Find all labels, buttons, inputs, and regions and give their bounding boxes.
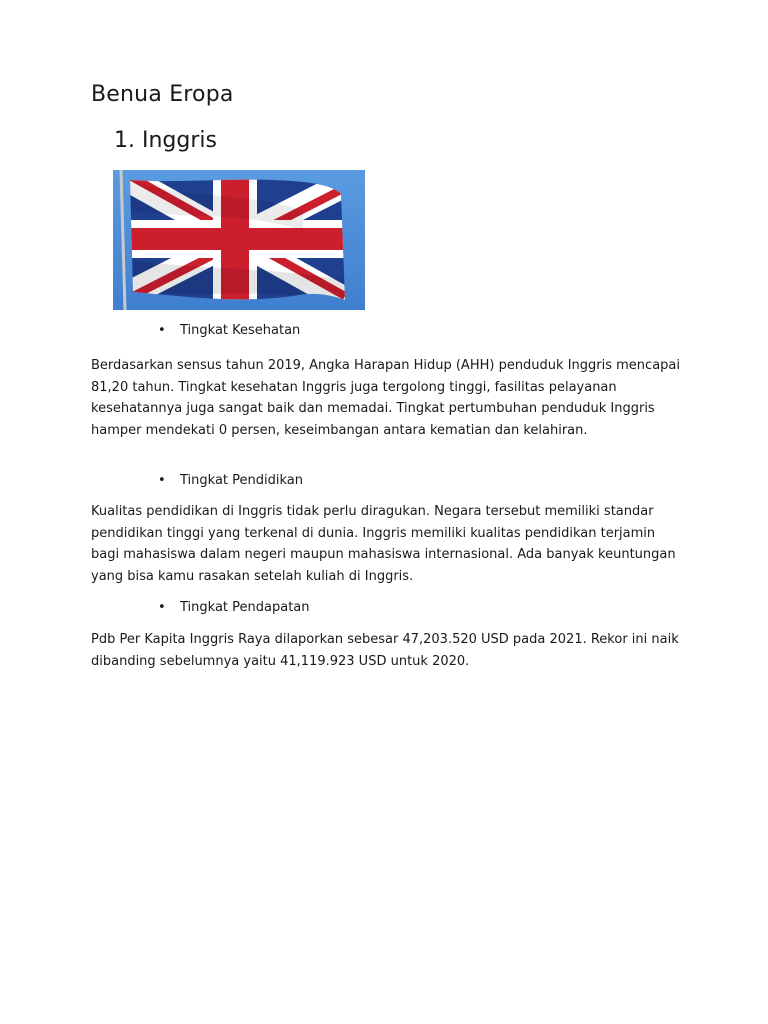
bullet-dot: • — [158, 600, 166, 615]
bullet-label: Tingkat Pendapatan — [180, 600, 310, 615]
union-jack-flag-image — [113, 170, 365, 310]
paragraph-pendidikan: Kualitas pendidikan di Inggris tidak perlu diragukan. Negara tersebut memiliki standar pendidikan tinggi yang terkenal di dunia. Inggris memiliki kualitas pendidikan terjamin bagi mahasiswa dalam negeri maupun mahasiswa internasional. Ada banyak keuntungan yang bisa kamu rasakan setelah kuliah di Inggris. — [91, 504, 676, 584]
bullet-item-pendidikan — [158, 473, 303, 488]
bullet-dot: • — [158, 473, 166, 488]
bullet-item-pendapatan — [158, 600, 310, 615]
bullet-label: Tingkat Pendidikan — [180, 473, 303, 488]
paragraph-pendapatan: Pdb Per Kapita Inggris Raya dilaporkan sebesar 47,203.520 USD pada 2021. Rekor ini naik dibanding sebelumnya yaitu 41,119.923 USD untuk 2020. — [91, 632, 679, 669]
page-title: Benua Eropa — [91, 82, 234, 107]
paragraph-kesehatan: Berdasarkan sensus tahun 2019, Angka Harapan Hidup (AHH) penduduk Inggris mencapai 81,20 tahun. Tingkat kesehatan Inggris juga tergolong tinggi, fasilitas pelayanan kesehatannya juga sangat baik dan memadai. Tingkat pertumbuhan penduduk Inggris hamper mendekati 0 persen, keseimbangan antara kematian dan kelahiran. — [91, 358, 680, 438]
bullet-item-kesehatan — [158, 323, 300, 338]
section-label: Inggris — [142, 128, 217, 153]
bullet-label: Tingkat Kesehatan — [180, 323, 301, 338]
bullet-dot: • — [158, 323, 166, 338]
section-number: 1. — [114, 128, 135, 153]
section-heading — [114, 128, 217, 153]
